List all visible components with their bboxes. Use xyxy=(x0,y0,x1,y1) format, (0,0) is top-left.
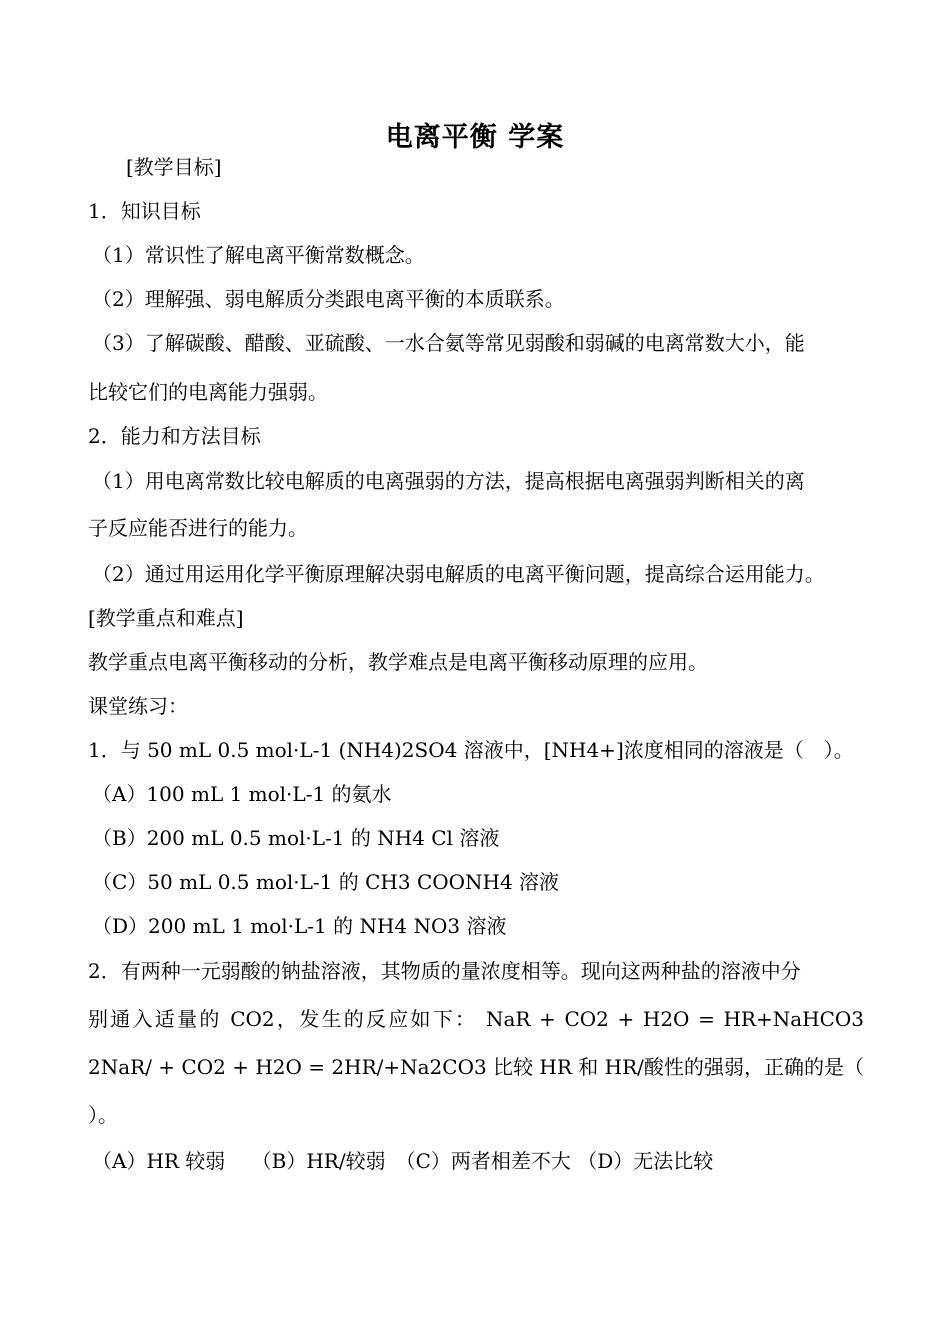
text-line: （1）用电离常数比较电解质的电离强弱的方法，提高根据电离强弱判断相关的离 xyxy=(92,469,805,493)
option-line: （A）HR 较弱 （B）HR/较弱 （C）两者相差不大 （D）无法比较 xyxy=(92,1149,714,1173)
text-line: （3）了解碳酸、醋酸、亚硫酸、一水合氨等常见弱酸和弱碱的电离常数大小，能 xyxy=(92,331,805,355)
option-line: （C）50 mL 0.5 mol·L-1 的 CH3 COONH4 溶液 xyxy=(92,870,560,894)
option-line: （A）100 mL 1 mol·L-1 的氨水 xyxy=(92,782,392,806)
section-heading-objectives: [教学目标] xyxy=(126,155,222,179)
text-line: 2NaR/ + CO2 + H2O = 2HR/+Na2CO3 比较 HR 和 HR/酸性的强弱，正确的是（ xyxy=(88,1055,864,1079)
option-line: （B）200 mL 0.5 mol·L-1 的 NH4 Cl 溶液 xyxy=(92,826,500,850)
text-line: （2）理解强、弱电解质分类跟电离平衡的本质联系。 xyxy=(92,287,565,311)
question-2: 2．有两种一元弱酸的钠盐溶液，其物质的量浓度相等。现向这两种盐的溶液中分 xyxy=(88,959,801,983)
subheading-ability: 2．能力和方法目标 xyxy=(88,424,261,448)
text-line: （2）通过用运用化学平衡原理解决弱电解质的电离平衡问题，提高综合运用能力。 xyxy=(92,562,825,586)
option-line: （D）200 mL 1 mol·L-1 的 NH4 NO3 溶液 xyxy=(92,914,507,938)
text-line: 别通入适量的 CO2，发生的反应如下： NaR + CO2 + H2O = HR+NaHCO3 xyxy=(88,1007,864,1031)
subheading-knowledge: 1．知识目标 xyxy=(88,199,201,223)
question-1: 1．与 50 mL 0.5 mol·L-1 (NH4)2SO4 溶液中，[NH4+]浓度相同的溶液是（ ）。 xyxy=(88,738,854,762)
text-line: ）。 xyxy=(88,1103,118,1127)
section-heading-key-points: [教学重点和难点] xyxy=(88,606,244,630)
section-heading-exercises: 课堂练习： xyxy=(88,694,188,718)
document-title: 电离平衡 学案 xyxy=(385,122,565,153)
text-line: 比较它们的电离能力强弱。 xyxy=(88,380,328,404)
text-line: 子反应能否进行的能力。 xyxy=(88,516,308,540)
text-line: （1）常识性了解电离平衡常数概念。 xyxy=(92,243,425,267)
text-line: 教学重点电离平衡移动的分析，教学难点是电离平衡移动原理的应用。 xyxy=(88,650,708,674)
